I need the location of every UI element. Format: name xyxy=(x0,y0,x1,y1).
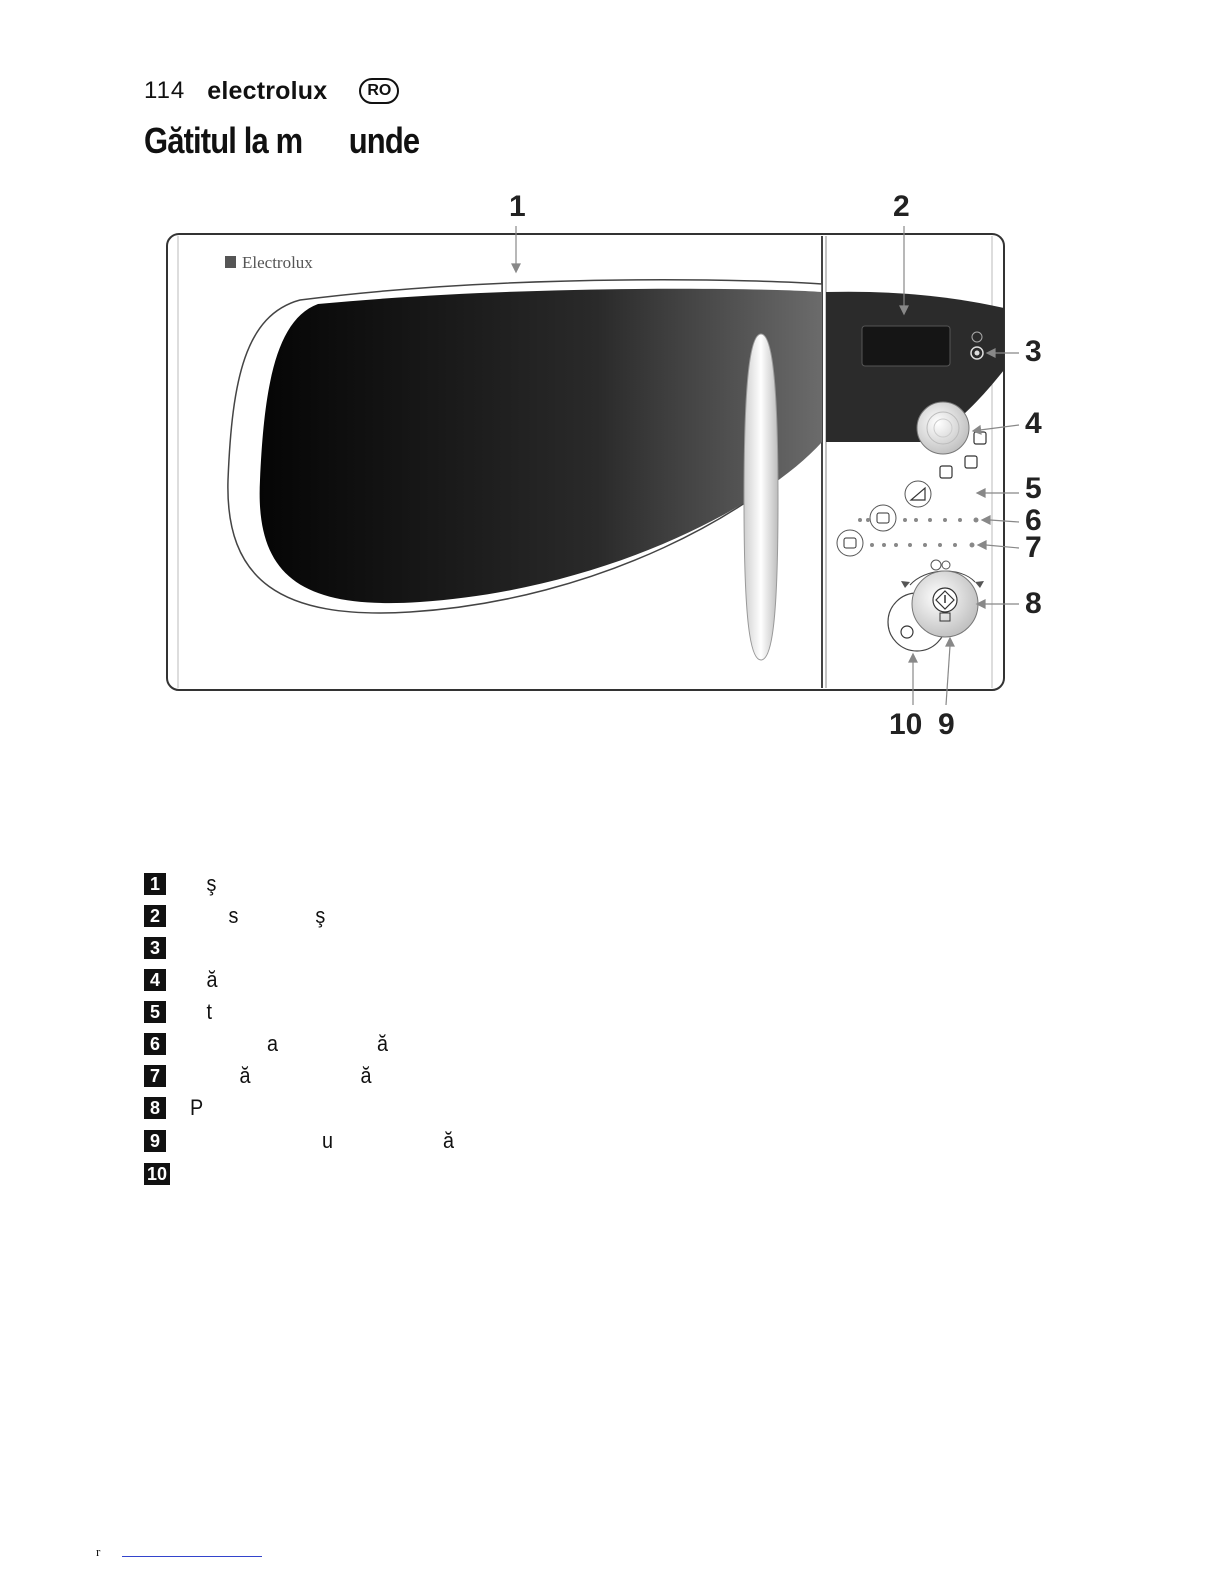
page-footer xyxy=(96,1544,262,1560)
callout-1: 1 xyxy=(509,190,526,223)
legend-item xyxy=(144,966,221,994)
door-handle xyxy=(744,334,778,660)
legend-label: a ă xyxy=(190,1031,389,1056)
microwave-diagram xyxy=(0,180,1224,760)
legend-item xyxy=(144,1094,205,1122)
legend-number: 7 xyxy=(144,1065,166,1087)
language-badge: RO xyxy=(359,78,399,104)
legend-label: ş xyxy=(190,871,217,896)
oven-brand-label: Electrolux xyxy=(242,253,313,272)
legend-number: 6 xyxy=(144,1033,166,1055)
page-title: Gătitul la m unde xyxy=(144,120,420,161)
callout-4: 4 xyxy=(1025,407,1042,440)
legend-item xyxy=(144,1062,392,1090)
legend-label: ă ă xyxy=(190,1063,372,1088)
legend-number: 3 xyxy=(144,937,166,959)
page-number: 114 xyxy=(144,77,186,104)
legend-item xyxy=(144,870,219,898)
auto-defrost-button[interactable] xyxy=(870,505,896,531)
legend-number: 10 xyxy=(144,1163,170,1185)
auto-cook-button[interactable] xyxy=(837,530,863,556)
callout-7: 7 xyxy=(1025,531,1042,564)
legend-item xyxy=(144,1160,194,1188)
brand-name: electrolux xyxy=(207,76,328,105)
legend-number: 5 xyxy=(144,1001,166,1023)
legend-label: s ş xyxy=(190,903,326,928)
callout-2: 2 xyxy=(893,190,910,223)
display-screen xyxy=(862,326,950,366)
legend-item xyxy=(144,934,190,962)
legend-item xyxy=(144,1030,410,1058)
microwave-mode-icon xyxy=(940,466,952,478)
callout-3: 3 xyxy=(1025,335,1042,368)
callout-10: 10 xyxy=(889,708,923,741)
legend-item xyxy=(144,902,340,930)
legend-item xyxy=(144,1127,483,1155)
combi-mode-icon xyxy=(965,456,977,468)
legend-label: t xyxy=(190,999,213,1024)
legend-number: 4 xyxy=(144,969,166,991)
function-knob[interactable] xyxy=(917,402,969,454)
legend-number: 8 xyxy=(144,1097,166,1119)
legend-number: 1 xyxy=(144,873,166,895)
legend-item xyxy=(144,998,214,1026)
legend-label: P xyxy=(190,1095,204,1120)
callout-6: 6 xyxy=(1025,504,1042,537)
legend-number: 2 xyxy=(144,905,166,927)
callout-8: 8 xyxy=(1025,587,1042,620)
footer-link-line xyxy=(122,1555,262,1557)
callout-5: 5 xyxy=(1025,472,1042,505)
legend-label: u ă xyxy=(190,1128,455,1153)
legend-number: 9 xyxy=(144,1130,166,1152)
legend-label: ă xyxy=(190,967,218,992)
footer-mark: r xyxy=(96,1544,101,1559)
page-header xyxy=(144,74,399,108)
callout-9: 9 xyxy=(938,708,955,741)
